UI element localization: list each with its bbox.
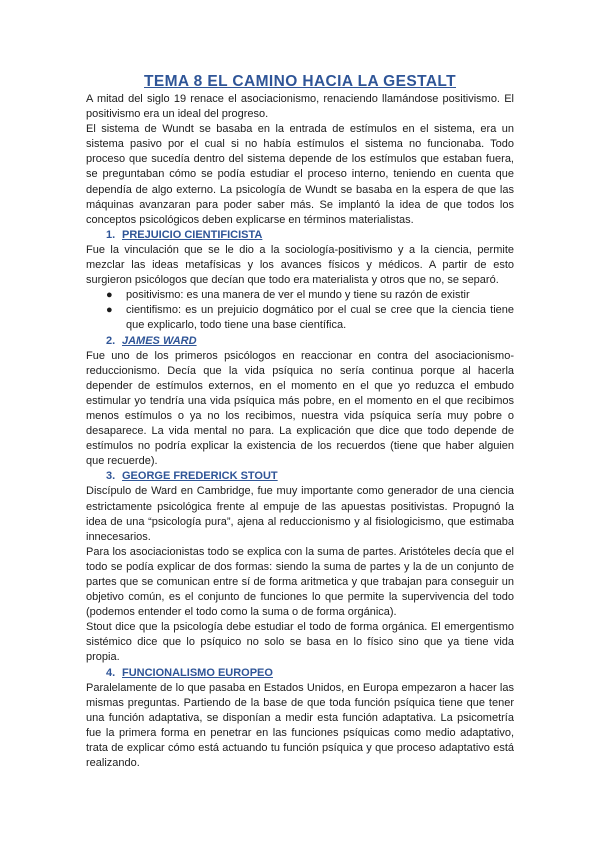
section-title: JAMES WARD <box>122 334 197 347</box>
section-4-paragraph-1: Paralelamente de lo que pasaba en Estados Unidos, en Europa empezaron a hacer las mismas preguntas. Partiendo de la base de que toda función psíquica tiene que tener una función adaptativa, se disponían a medir esta función adaptativa. La psicometría fue la primera forma en penetrar en las funciones psíquicas como medio adaptativo, trata de explicar cómo está actuando tu función psíquica y que proceso adaptativo está realizando. <box>86 681 514 770</box>
section-heading-james-ward <box>86 334 514 349</box>
list-item-text: positivismo: es una manera de ver el mundo y tiene su razón de existir <box>126 289 470 302</box>
section-3-paragraph-2: Para los asociacionistas todo se explica con la suma de partes. Aristóteles decía que el todo se podía explicar de dos formas: siendo la suma de partes y la de un conjunto de partes que se comunican entre sí de forma aritmetica y que trabajan para conseguir un objetivo común, es el conjunto de funciones lo que permite la supervivencia del todo (podemos entender el todo como la suma o de forma orgánica). <box>86 545 514 619</box>
section-3-paragraph-3: Stout dice que la psicología debe estudiar el todo de forma orgánica. El emergentismo sistémico dice que lo psíquico no solo se basa en lo físico sino que ya tiene vida propia. <box>86 621 514 664</box>
intro-paragraph-2: El sistema de Wundt se basaba en la entrada de estímulos en el sistema, era un sistema pasivo por el cual si no había estímulos el sistema no funcionaba. Todo proceso que sucedía dentro del sistema depende de los estímulos que estaban fuera, se preguntaban cómo se podía estudiar el proceso interno, teniendo en cuenta que dependía de algo externo. La psicología de Wundt se basaba en la espera de que las máquinas avanzaran para poder saber más. Se implantó la idea de que todos los conceptos psicológicos deben explicarse en términos materialistas. <box>86 123 514 226</box>
section-1-paragraph-1: Fue la vinculación que se le dio a la sociología-positivismo y a la ciencia, permite mezclar las ideas metafísicas y los avances físicos y médicos. A partir de esto surgieron psicólogos que decían que todo era materialista y otros que no, se separó. <box>86 243 514 287</box>
section-number: 4. <box>106 666 116 679</box>
section-2-paragraph-1: Fue uno de los primeros psicólogos en reaccionar en contra del asociacionismo-reduccionismo. Decía que la vida psíquica no sería continua porque al hacerla depender de estímulos externos, en el momento en el que yo reduzca el embudo estimular yo tendría una vida psíquica más pobre, en el momento en el que recibimos menos estímulos o ya no los recibimos, nuestra vida psíquica sería muy pobre o desaparece. La vida mental no para. La explicación que dice que todo depende de estímulos no podría explicar la existencia de los recuerdos (tiene que haber alguien que recuerde). <box>86 349 514 468</box>
bullet-icon: ● <box>106 304 113 317</box>
section-number: 2. <box>106 334 116 347</box>
intro-paragraph-1: A mitad del siglo 19 renace el asociacionismo, renaciendo llamándose positivismo. El positivismo era un ideal del progreso. <box>86 93 514 121</box>
list-item <box>86 288 514 303</box>
list-item <box>86 303 514 333</box>
section-title: PREJUICIO CIENTIFICISTA <box>122 228 263 241</box>
section-title: FUNCIONALISMO EUROPEO <box>122 666 273 679</box>
list-item-text: cientifismo: es un prejuicio dogmático por el cual se cree que la ciencia tiene que explicarlo, todo tiene una base científica. <box>126 304 514 332</box>
section-number: 1. <box>106 228 116 241</box>
section-heading-prejuicio <box>86 228 514 243</box>
section-heading-funcionalismo <box>86 666 514 681</box>
page-title: TEMA 8 EL CAMINO HACIA LA GESTALT <box>144 73 456 90</box>
section-heading-stout <box>86 469 514 484</box>
section-1-bullet-list <box>86 288 514 333</box>
section-3-paragraph-1: Discípulo de Ward en Cambridge, fue muy importante como generador de una ciencia estrictamente psicológica frente al empuje de las apuestas positivistas. Propugnó la idea de una “psicología pura”, ajena al reduccionismo y al fisiologicismo, que estimaba innecesarios. <box>86 485 514 543</box>
section-number: 3. <box>106 470 116 483</box>
section-title: GEORGE FREDERICK STOUT <box>122 470 278 483</box>
bullet-icon: ● <box>106 289 113 302</box>
